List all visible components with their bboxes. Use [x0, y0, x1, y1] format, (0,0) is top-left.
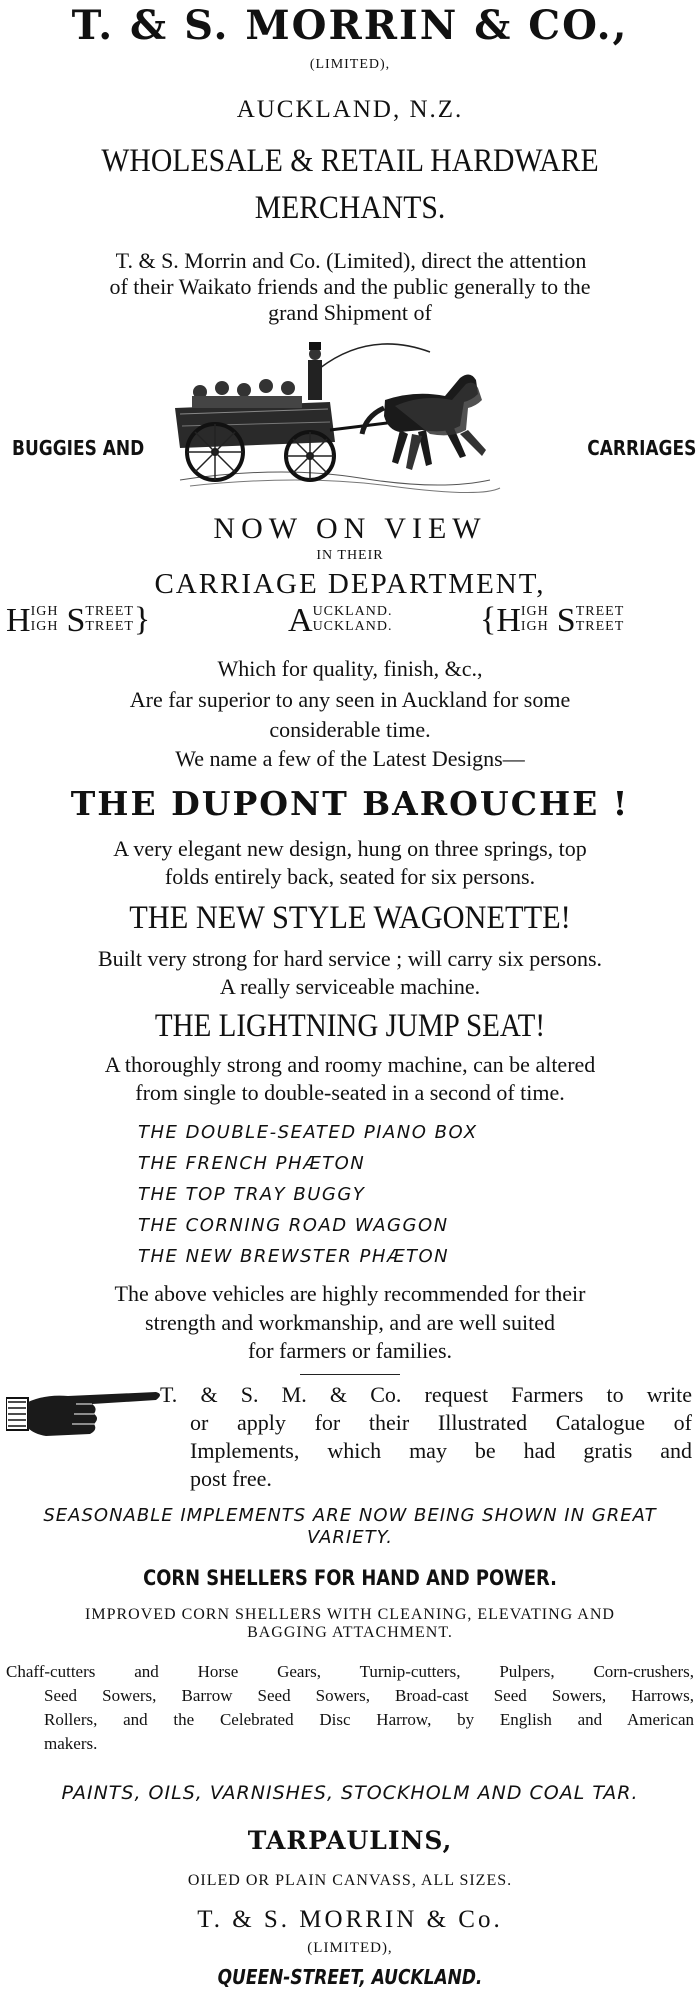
carriage-department: CARRIAGE DEPARTMENT,	[154, 568, 546, 600]
footer-address: QUEEN-STREET, AUCKLAND.	[217, 1965, 483, 1989]
chaff-line-4: makers.	[44, 1734, 98, 1753]
catalogue-line-3: Implements, which may be had gratis and	[190, 1438, 692, 1463]
address-right: {HIGH IGH STREET TREET	[480, 601, 625, 639]
paints-line: PAINTS, OILS, VARNISHES, STOCKHOLM AND COAL TAR.	[61, 1782, 639, 1804]
corn-line-2: BAGGING ATTACHMENT.	[247, 1624, 453, 1641]
trade-line-1: WHOLESALE & RETAIL HARDWARE	[101, 143, 599, 179]
pointing-hand-icon	[6, 1382, 166, 1442]
jumpseat-line-1: A thoroughly strong and roomy machine, can be altered	[104, 1052, 596, 1077]
wagonette-title: THE NEW STYLE WAGONETTE!	[129, 900, 571, 936]
limited-label: (LIMITED),	[309, 57, 391, 72]
list-item: THE CORNING ROAD WAGGON	[138, 1215, 449, 1236]
catalogue-line-4: post free.	[190, 1466, 272, 1491]
company-name: T. & S. MORRIN & CO.,	[71, 2, 629, 49]
footer-company: T. & S. MORRIN & Co.	[197, 1906, 503, 1933]
barouche-line-1: A very elegant new design, hung on three springs, top	[113, 836, 587, 861]
corn-line-1: IMPROVED CORN SHELLERS WITH CLEANING, ELEVATING AND	[85, 1606, 615, 1623]
footer-limited: (LIMITED),	[307, 1940, 393, 1956]
quality-line-3: considerable time.	[269, 717, 431, 742]
location: AUCKLAND, N.Z.	[236, 96, 464, 123]
quality-line-4: We name a few of the Latest Designs—	[175, 746, 525, 771]
divider	[300, 1374, 400, 1375]
list-item: THE NEW BREWSTER PHÆTON	[138, 1246, 450, 1267]
quality-line-2: Are far superior to any seen in Auckland for some	[129, 687, 571, 712]
wagonette-line-1: Built very strong for hard service ; will carry six persons.	[97, 946, 603, 971]
quality-line-1: Which for quality, finish, &c.,	[217, 656, 483, 681]
address-left: HIGH IGH STREET TREET}	[6, 601, 151, 639]
now-on-view: NOW ON VIEW	[213, 512, 487, 545]
jumpseat-title: THE LIGHTNING JUMP SEAT!	[154, 1008, 546, 1044]
recommend-line-1: The above vehicles are highly recommended for their	[114, 1281, 586, 1306]
recommend-line-3: for farmers or families.	[247, 1338, 453, 1363]
jumpseat-line-2: from single to double-seated in a second of time.	[135, 1080, 565, 1105]
seasonal-line-2: VARIETY.	[307, 1527, 393, 1548]
trade-line-2: MERCHANTS.	[254, 190, 446, 226]
tarpaulins-title: TARPAULINS,	[247, 1826, 453, 1855]
chaff-line-1: Chaff-cutters and Horse Gears, Turnip-cutters, Pulpers, Corn-crushers,	[6, 1662, 694, 1681]
in-their: IN THEIR	[316, 548, 384, 563]
corn-title: CORN SHELLERS FOR HAND AND POWER.	[143, 1566, 557, 1590]
wagonette-line-2: A really serviceable machine.	[219, 974, 481, 999]
seasonal-line-1: SEASONABLE IMPLEMENTS ARE NOW BEING SHOWN IN GREAT	[43, 1505, 657, 1526]
banner-right-label: CARRIAGES	[586, 436, 696, 460]
catalogue-line-2: or apply for their Illustrated Catalogue of	[190, 1410, 692, 1435]
banner-left-label: BUGGIES AND	[12, 436, 145, 460]
carriage-illustration	[160, 330, 530, 500]
barouche-title: THE DUPONT BAROUCHE !	[70, 784, 630, 823]
address-middle: AUCKLAND. UCKLAND.	[288, 602, 393, 639]
catalogue-line-1: T. & S. M. & Co. request Farmers to write	[160, 1382, 692, 1407]
intro-line-2: of their Waikato friends and the public generally to the	[109, 274, 591, 299]
chaff-line-2: Seed Sowers, Barrow Seed Sowers, Broad-cast Seed Sowers, Harrows,	[44, 1686, 694, 1705]
barouche-line-2: folds entirely back, seated for six persons.	[164, 864, 536, 889]
list-item: THE TOP TRAY BUGGY	[138, 1184, 366, 1205]
chaff-line-3: Rollers, and the Celebrated Disc Harrow, by English and American	[44, 1710, 694, 1729]
tarpaulins-line-1: OILED OR PLAIN CANVASS, ALL SIZES.	[187, 1872, 513, 1889]
intro-line-3: grand Shipment of	[268, 300, 432, 325]
list-item: THE FRENCH PHÆTON	[138, 1153, 366, 1174]
list-item: THE DOUBLE-SEATED PIANO BOX	[138, 1122, 478, 1143]
intro-line-1: T. & S. Morrin and Co. (Limited), direct the attention	[115, 248, 587, 273]
recommend-line-2: strength and workmanship, and are well suited	[145, 1310, 555, 1335]
